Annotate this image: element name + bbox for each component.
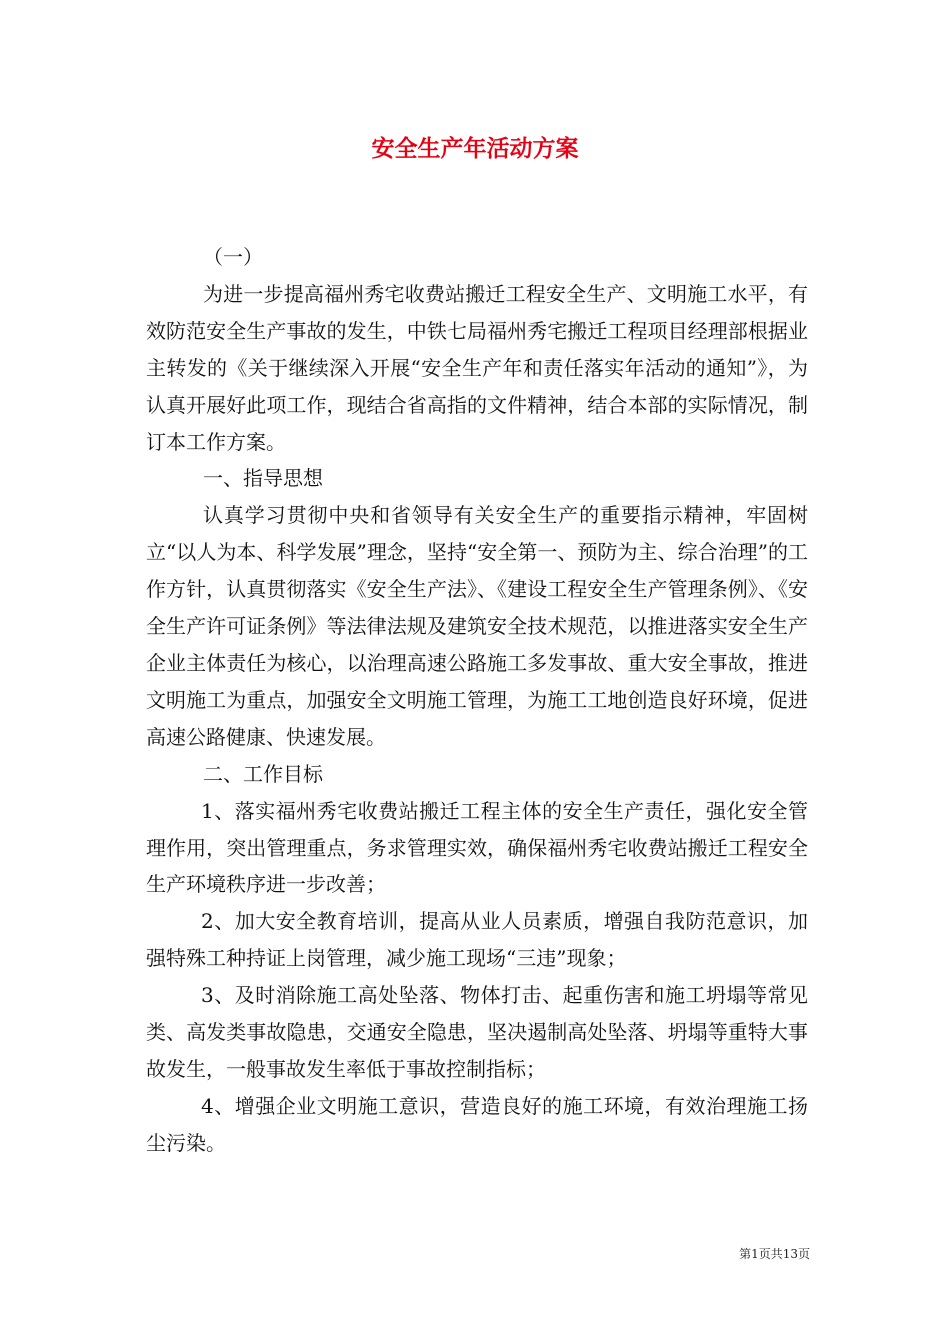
section-heading-work-goals: 二、工作目标 bbox=[203, 761, 323, 786]
goal-item-2: 2、加大安全教育培训，提高从业人员素质，增强自我防范意识，加强特殊工种持证上岗管理，减少施工现场“三违”现象； bbox=[146, 909, 808, 971]
goal-item-4: 4、增强企业文明施工意识，营造良好的施工环境，有效治理施工扬尘污染。 bbox=[146, 1093, 808, 1155]
goal-item-1: 1、落实福州秀宅收费站搬迁工程主体的安全生产责任，强化安全管理作用，突出管理重点，务求管理实效，确保福州秀宅收费站搬迁工程安全生产环境秩序进一步改善； bbox=[146, 798, 808, 897]
intro-paragraph: 为进一步提高福州秀宅收费站搬迁工程安全生产、文明施工水平，有效防范安全生产事故的发生，中铁七局福州秀宅搬迁工程项目经理部根据业主转发的《关于继续深入开展“安全生产年和责任落实年活动的通知”》，为认真开展好此项工作，现结合省高指的文件精神，结合本部的实际情况，制订本工作方案。 bbox=[146, 281, 808, 454]
document-body bbox=[146, 239, 808, 1162]
page-title: 安全生产年活动方案 bbox=[371, 135, 579, 162]
section-heading-guiding-thought: 一、指导思想 bbox=[203, 466, 323, 491]
page-number: 第1页共13页 bbox=[739, 1247, 810, 1261]
guiding-thought-paragraph: 认真学习贯彻中央和省领导有关安全生产的重要指示精神，牢固树立“以人为本、科学发展”理念，坚持“安全第一、预防为主、综合治理”的工作方针，认真贯彻落实《安全生产法》、《建设工程安全生产管理条例》、《安全生产许可证条例》等法律法规及建筑安全技术规范，以推进落实安全生产企业主体责任为核心，以治理高速公路施工多发事故、重大安全事故，推进文明施工为重点，加强安全文明施工管理，为施工工地创造良好环境，促进高速公路健康、快速发展。 bbox=[146, 503, 808, 749]
section-marker: （一） bbox=[203, 245, 263, 269]
goal-item-3: 3、及时消除施工高处坠落、物体打击、起重伤害和施工坍塌等常见类、高发类事故隐患，交通安全隐患，坚决遏制高处坠落、坍塌等重特大事故发生，一般事故发生率低于事故控制指标； bbox=[146, 983, 808, 1081]
